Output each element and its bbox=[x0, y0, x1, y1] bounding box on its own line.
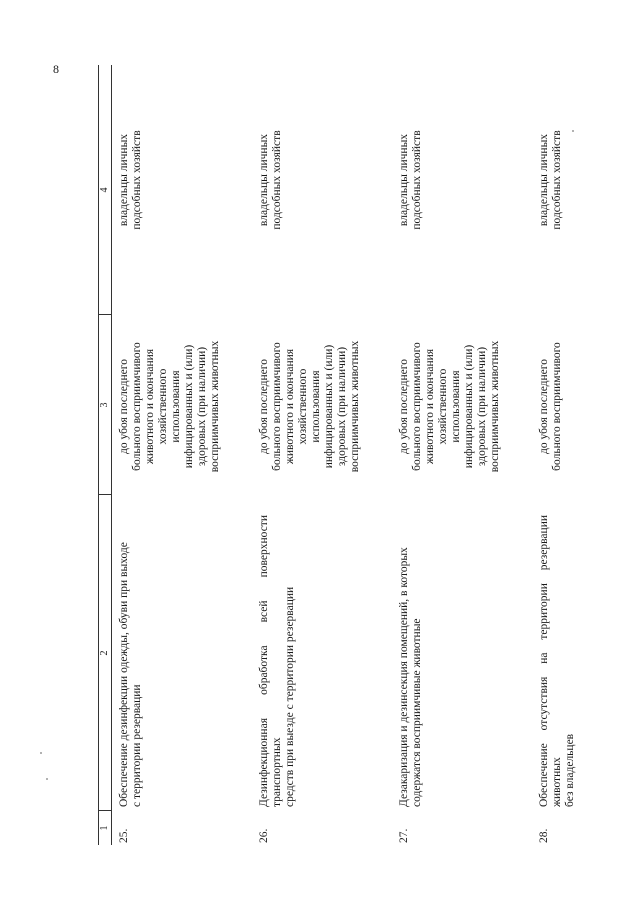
deadline-text bbox=[538, 324, 564, 489]
responsible-line: подсобных хозяйств bbox=[551, 130, 563, 230]
table-header bbox=[98, 65, 112, 845]
deadline-line: хозяйственного bbox=[437, 368, 449, 445]
deadline-line: животного и окончания bbox=[424, 348, 436, 465]
measure-text bbox=[258, 515, 297, 807]
deadline-text bbox=[118, 324, 222, 489]
measure-line: Дезакаризация и дезинсекция помещений, в которых bbox=[398, 547, 410, 807]
measure-line: Обеспечение дезинфекции одежды, обуви при выходе bbox=[118, 542, 130, 807]
deadline-line: больного восприимчивого bbox=[551, 342, 563, 471]
deadline-line: животного и окончания bbox=[284, 348, 296, 465]
measure-line: Обеспечение отсутствия на территории резервации животных bbox=[538, 515, 563, 807]
deadline-text bbox=[258, 324, 362, 489]
deadline-line: здоровых (при наличии) bbox=[196, 346, 208, 467]
responsible-line: подсобных хозяйств bbox=[411, 130, 423, 230]
deadline-line: до убоя последнего bbox=[258, 359, 270, 454]
responsible-line: владельцы личных bbox=[398, 133, 410, 227]
table-row bbox=[538, 65, 578, 845]
table-row bbox=[118, 65, 258, 845]
deadline-line: до убоя последнего bbox=[118, 359, 130, 454]
header-col-2: 2 bbox=[99, 650, 110, 656]
deadline-line: использования bbox=[450, 370, 462, 443]
responsible-text bbox=[258, 75, 284, 285]
deadline-line: использования bbox=[170, 370, 182, 443]
measure-text bbox=[398, 515, 424, 807]
measure-line: без владельцев bbox=[564, 733, 576, 807]
responsible-line: подсобных хозяйств bbox=[271, 130, 283, 230]
deadline-line: больного восприимчивого bbox=[271, 342, 283, 471]
deadline-line: хозяйственного bbox=[297, 368, 309, 445]
table-row bbox=[258, 65, 398, 845]
header-col-3: 3 bbox=[99, 402, 110, 408]
deadline-line: здоровых (при наличии) bbox=[476, 346, 488, 467]
deadline-line: инфицированных и (или) bbox=[183, 344, 195, 469]
measure-text bbox=[118, 515, 144, 807]
deadline-text bbox=[398, 324, 502, 489]
scan-speck bbox=[572, 130, 574, 132]
measure-line: средств при выезде с территории резервации bbox=[284, 586, 296, 807]
responsible-text bbox=[398, 75, 424, 285]
header-col-4: 4 bbox=[99, 187, 110, 193]
deadline-line: восприимчивых животных bbox=[209, 340, 221, 473]
row-number: 27. bbox=[398, 828, 410, 843]
deadline-line: восприимчивых животных bbox=[489, 340, 501, 473]
deadline-line: здоровых (при наличии) bbox=[336, 346, 348, 467]
row-number: 25. bbox=[118, 828, 130, 843]
deadline-line: до убоя последнего bbox=[398, 359, 410, 454]
deadline-line: больного восприимчивого bbox=[131, 342, 143, 471]
responsible-line: владельцы личных bbox=[118, 133, 130, 227]
deadline-line: восприимчивых животных bbox=[349, 340, 361, 473]
scan-speck bbox=[40, 752, 42, 754]
responsible-text bbox=[538, 75, 564, 285]
responsible-line: подсобных хозяйств bbox=[131, 130, 143, 230]
responsible-text bbox=[118, 75, 144, 285]
measure-line: содержатся восприимчивые животные bbox=[411, 618, 423, 807]
row-number: 26. bbox=[258, 828, 270, 843]
deadline-line: хозяйственного bbox=[157, 368, 169, 445]
deadline-line: инфицированных и (или) bbox=[463, 344, 475, 469]
table-row bbox=[398, 65, 538, 845]
row-number: 28. bbox=[538, 828, 550, 843]
responsible-line: владельцы личных bbox=[538, 133, 550, 227]
deadline-line: использования bbox=[310, 370, 322, 443]
rotated-table bbox=[98, 65, 578, 845]
measure-line: Дезинфекционная обработка всей поверхности транспортных bbox=[258, 515, 283, 807]
measure-text bbox=[538, 515, 577, 807]
scan-speck bbox=[46, 778, 48, 780]
page-number: 8 bbox=[53, 62, 59, 76]
deadline-line: до убоя последнего bbox=[538, 359, 550, 454]
deadline-line: животного и окончания bbox=[144, 348, 156, 465]
deadline-line: инфицированных и (или) bbox=[323, 344, 335, 469]
deadline-line: больного восприимчивого bbox=[411, 342, 423, 471]
header-col-1: 1 bbox=[99, 825, 110, 831]
responsible-line: владельцы личных bbox=[258, 133, 270, 227]
measure-line: с территории резервации bbox=[131, 684, 143, 807]
